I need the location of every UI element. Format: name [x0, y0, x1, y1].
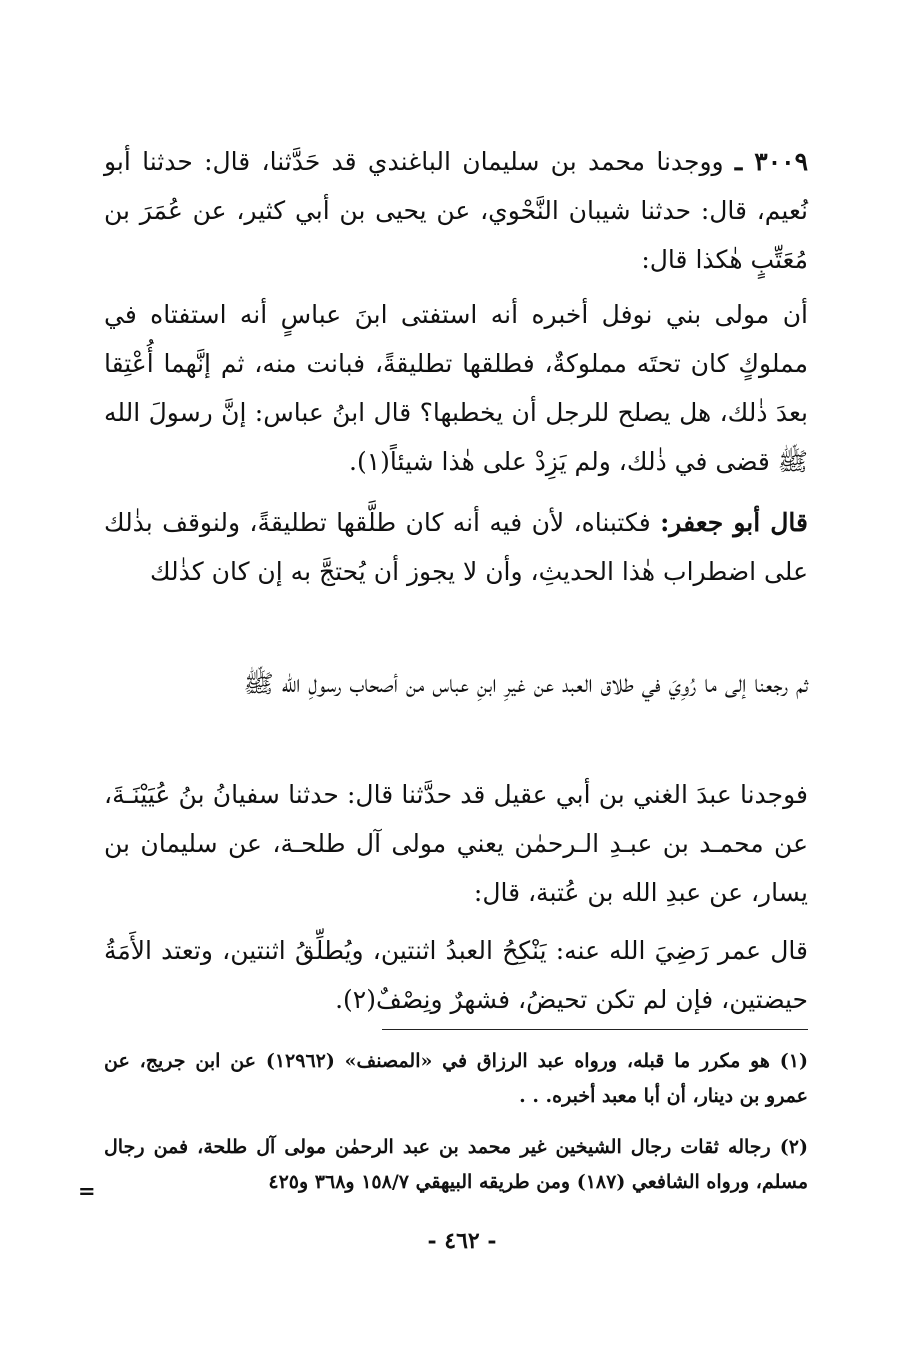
footnote-2: (٢) رجاله ثقات رجال الشيخين غير محمد بن عبد الرحمٰن مولى آل طلحة، فمن رجال مسلم، ورواه الشافعي (١٨٧) ومن طريقه البيهقي ١٥٨/٧ و٣٦٨ و٤٢٥ [104, 1136, 808, 1193]
transition-paragraph [104, 659, 808, 708]
hadith-text-paragraph [104, 290, 808, 486]
athar-text: قال عمر رَضِيَ الله عنه: يَنْكِحُ العبدُ اثنتين، ويُطلِّقُ اثنتين، وتعتد الأَمَةُ حيضتين، فإن لم تكن تحيضُ، فشهرٌ ونِصْفٌ(٢). [104, 936, 808, 1014]
hadith-3009-paragraph [104, 137, 808, 284]
isnad-text: ووجدنا محمد بن سليمان الباغندي قد حَدَّثنا، قال: حدثنا أبو نُعيم، قال: حدثنا شيبان النَّحْوي، عن يحيى بن أبي كثير، عن عُمَرَ بن مُعَتِّبٍ هٰكذا قال: [104, 147, 808, 274]
matn-text: أن مولى بني نوفل أخبره أنه استفتى ابنَ عباسٍ أنه استفتاه في مملوكٍ كان تحتَه مملوكةٌ، فطلقها تطليقةً، فبانت منه، ثم إنَّهما أُعْتِقا بعدَ ذٰلك، هل يصلح للرجل أن يخطبها؟ قال ابنُ عباس: إنَّ رسولَ الله ﷺ قضى في ذٰلك، ولم يَزِدْ على هٰذا شيئاً(١). [104, 300, 808, 476]
isnad-paragraph [104, 770, 808, 917]
isnad-text: فوجدنا عبدَ الغني بن أبي عقيل قد حدَّثنا قال: حدثنا سفيانُ بنُ عُيَيْنَـةَ، عن محمـد بن عبـدِ الـرحمٰن يعني مولى آل طلحـة، عن سليمان بن يسار، عن عبدِ الله بن عُتبة، قال: [104, 780, 808, 907]
commentary-paragraph [104, 498, 808, 596]
continuation-mark: = [78, 1178, 96, 1203]
commentary-text: فكتبناه، لأن فيه أنه كان طلَّقها تطليقةً، ولنوقف بذٰلك على اضطراب هٰذا الحديثِ، وأن لا يجوز أن يُحتجَّ به إن كان كذٰلك [104, 508, 808, 586]
footnote-1: (١) هو مكرر ما قبله، ورواه عبد الرزاق في «المصنف» (١٢٩٦٢) عن ابن جريج، عن عمرو بن دينار، أن أبا معبد أخبره. . . [104, 1050, 808, 1107]
page-number: - ٤٦٢ - [427, 1228, 497, 1254]
footnote-divider [382, 1029, 808, 1030]
athar-paragraph [104, 926, 808, 1024]
hadith-number: ٣٠٠٩ ـ [734, 147, 808, 176]
transition-text: ثم رجعنا إلى ما رُوِيَ في طلاق العبد عن غيرِ ابنِ عباس من أصحاب رسولِ الله ﷺ [243, 669, 808, 698]
commentary-lead: قال أبو جعفر: [660, 508, 808, 537]
